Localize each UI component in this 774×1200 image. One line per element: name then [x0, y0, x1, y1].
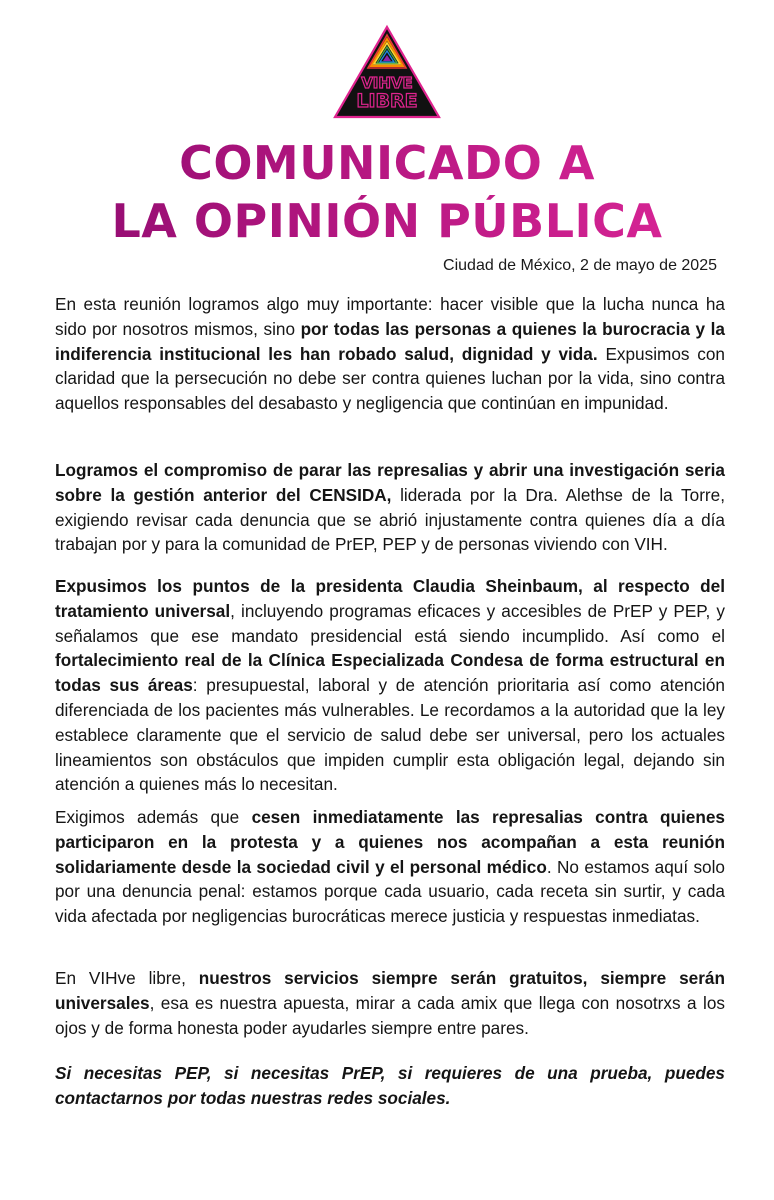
paragraph-2: [55, 458, 725, 557]
paragraph-1: [55, 292, 725, 416]
p3-bold-c: fortalecimiento real de la Clínica Especializada Condesa de forma estructural en todas sus áreas: [55, 650, 725, 696]
date-line: Ciudad de México, 2 de mayo de 2025: [443, 257, 717, 274]
title-line-2: LA OPINIÓN PÚBLICA: [0, 195, 774, 247]
p5-bold: nuestros servicios siempre serán gratuitos, siempre serán universales: [55, 968, 725, 1013]
p4-text-a: Exigimos además que: [55, 807, 252, 827]
paragraph-3: [55, 574, 725, 797]
p4-text-c: . No estamos aquí solo por una denuncia penal: estamos porque cada usuario, cada receta sin surtir, y cada vida afectada por negligencias burocráticas merece justicia y respuestas inmediatas.: [55, 856, 725, 927]
logo-text-vihve: VIHVE: [361, 74, 413, 92]
p4-bold: cesen inmediatamente las represalias contra quienes participaron en la protesta y a quienes nos acompañan a esta reunión solidariamente desde la sociedad civil y el personal médico: [55, 807, 725, 877]
p5-text-c: , esa es nuestra apuesta, mirar a cada amix que llega con nosotrxs a los ojos y de forma honesta poder ayudarles siempre entre pares.: [55, 992, 725, 1038]
p1-bold: por todas las personas a quienes la burocracia y la indiferencia institucional les han robado salud, dignidad y vida.: [55, 318, 725, 364]
p2-text-b: liderada por la Dra. Alethse de la Torre, exigiendo revisar cada denuncia que se abrió injustamente contra quienes día a día trabajan por y para la comunidad de PrEP, PEP y de personas viviendo con VIH.: [55, 484, 725, 555]
paragraph-5: [55, 966, 725, 1040]
vihve-libre-logo: [332, 24, 442, 120]
p5-text-a: En VIHve libre,: [55, 968, 199, 988]
closing-call-to-action: Si necesitas PEP, si necesitas PrEP, si requieres de una prueba, puedes contactarnos por todas nuestras redes sociales.: [55, 1063, 725, 1108]
p1-text-a: En esta reunión logramos algo muy importante: hacer visible que la lucha nunca ha sido por nosotros mismos, sino: [55, 294, 725, 339]
p3-text-d: : presupuestal, laboral y de atención prioritaria así como atención diferenciada de los pacientes más vulnerables. Le recordamos a la autoridad que la ley establece claramente que el servicio de salud debe ser universal, pero los actuales lineamientos son obstáculos que impiden cumplir esta obligación legal, dejando sin atención a quienes más lo necesitan.: [55, 675, 725, 795]
p3-bold-a: Expusimos los puntos de la presidenta Claudia Sheinbaum, al respecto del tratamiento universal: [55, 576, 725, 621]
p2-bold: Logramos el compromiso de parar las represalias y abrir una investigación seria sobre la gestión anterior del CENSIDA,: [55, 460, 725, 505]
p1-text-c: Expusimos con claridad que la persecución no debe ser contra quienes luchan por la vida, sino contra aquellos responsables del desabasto y negligencia que continúan en impunidad.: [55, 343, 725, 414]
title-line-1: COMUNICADO A: [0, 137, 774, 189]
p3-text-b: , incluyendo programas eficaces y accesibles de PrEP y PEP, y señalamos que ese mandato presidencial está siendo incumplido. Así como el: [55, 600, 726, 646]
logo-text-libre: LIBRE: [356, 90, 418, 112]
paragraph-4: [55, 805, 725, 929]
